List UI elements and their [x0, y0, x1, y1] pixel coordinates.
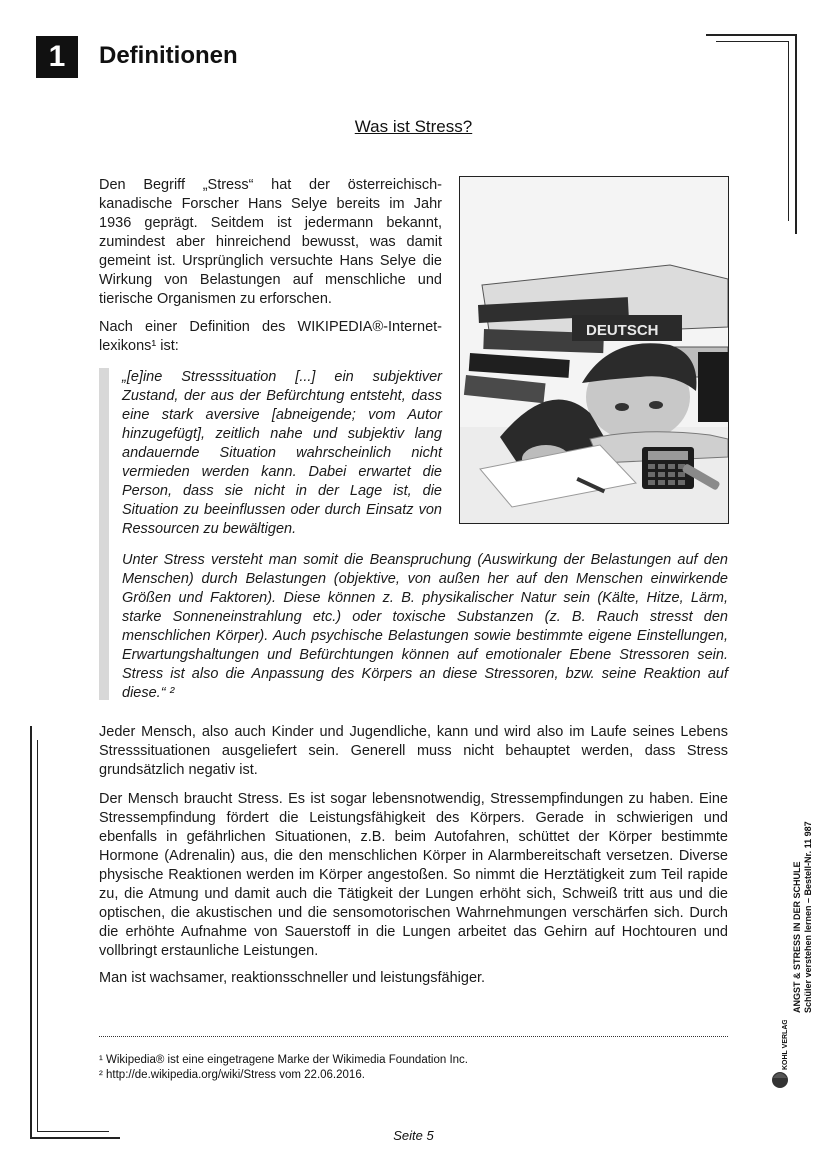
- frame-corner-line: [716, 41, 788, 42]
- series-subtitle-order-number: Schüler verstehen lernen – Bestell-Nr. 11 987: [803, 821, 813, 1013]
- page-number: Seite 5: [393, 1128, 434, 1143]
- footnote-2: ² http://de.wikipedia.org/wiki/Stress vom 22.06.2016.: [99, 1069, 365, 1081]
- chapter-title: Definitionen: [99, 42, 238, 69]
- definition-quote-part2: Unter Stress versteht man somit die Beanspruchung (Auswirkung der Belastungen auf den Menschen) durch Belastungen (objektive, von außen her auf den Menschen einwirkende Größen und Faktoren). Diese können z. B. physikalischer Natur sein (Kälte, Hitze, Lärm, starke Sonneneinstrahlung etc.) oder toxische Substanzen (z. B. Rauch stresst den menschlichen Körper). Auch psychische Belastungen sowie bestimmte eigene Einstellungen, Erwartungshaltungen und Befürchtungen können auf emotionaler Ebene Stressoren sein. Stress ist also die Anpassung des Körpers an diese Stressoren, bzw. seine Reaktion auf diese.“ ²: [122, 552, 728, 701]
- photo-stressed-student: [459, 176, 729, 524]
- frame-corner-line: [37, 740, 38, 1132]
- definition-intro-paragraph: Nach einer Definition des WIKIPEDIA®-Internet-lexikons¹ ist:: [99, 319, 442, 354]
- publisher-logo-text: KOHL VERLAG: [782, 1020, 789, 1070]
- quote-bar: [99, 368, 109, 700]
- definition-quote-part1: „[e]ine Stresssituation [...] ein subjektiver Zustand, der aus der Befürchtung entsteht, dass eine stark aversive [abneigende; vom Autor hinzugefügt], zeitlich nahe und subjektiv lang andauernde Situation wahrscheinlich nicht vermieden werden kann. Dabei erwartet die Person, dass sie nicht in der Lage ist, die Situation zu beeinflussen oder durch Einsatz von Ressourcen zu bewältigen.: [122, 369, 442, 537]
- photo-illustration: [460, 177, 728, 523]
- footnote-1: ¹ Wikipedia® ist eine eingetragene Marke der Wikimedia Foundation Inc.: [99, 1054, 468, 1066]
- intro-paragraph: Den Begriff „Stress“ hat der österreichisch-kanadische Forscher Hans Selye bereits im Jahr 1936 geprägt. Seitdem ist jedermann bekannt, zumindest aber hinreichend bewusst, was damit gemeint ist. Ursprünglich versuchte Hans Selye die Wirkung von Belastungen auf menschliche und tierische Organismen zu erforschen.: [99, 177, 442, 307]
- book-spine-label: DEUTSCH: [586, 322, 659, 339]
- publisher-logo: [767, 1020, 793, 1092]
- series-title: ANGST & STRESS IN DER SCHULE: [792, 861, 802, 1013]
- footnote-divider: [99, 1036, 728, 1037]
- section-heading: Was ist Stress?: [354, 117, 473, 136]
- body-paragraph-3: Man ist wachsamer, reaktionsschneller und leistungsfähiger.: [99, 970, 486, 986]
- frame-corner-line: [706, 34, 796, 36]
- series-info-vertical: [792, 783, 814, 1013]
- frame-corner-line: [30, 726, 32, 1138]
- body-paragraph-1: Jeder Mensch, also auch Kinder und Jugendliche, kann und wird also im Laufe seines Lebens Stresssituationen ausgeliefert sein. Generell muss nicht behauptet werden, dass Stress grundsätzlich negativ ist.: [99, 724, 728, 778]
- body-paragraph-2: Der Mensch braucht Stress. Es ist sogar lebensnotwendig, Stressempfindungen zu haben. Eine Stressempfindung fördert die Leistungsfähigkeit des Körpers. Gerade in schwierigen und ebenfalls in gefährlichen Situationen, z.B. beim Autofahren, schüttet der Körper bestimmte Hormone (Adrenalin) aus, die den menschlichen Körper in Alarmbereitschaft versetzen. Diverse physische Reaktionen werden im Körper angestoßen. So nimmt die Herztätigkeit zum Teil rapide zu, die Atmung und damit auch die Tätigkeit der Lungen erhöht sich, Schweiß tritt aus und die optischen, die akustischen und die sensomotorischen Wahrnehmungen verschärfen sich. Durch die erhöhte Aufnahme von Sauerstoff in die Lungen arbeitet das Gehirn auf Hochtouren und vollbringt erstaunliche Leistungen.: [99, 791, 728, 959]
- chapter-number-badge: 1: [36, 36, 78, 78]
